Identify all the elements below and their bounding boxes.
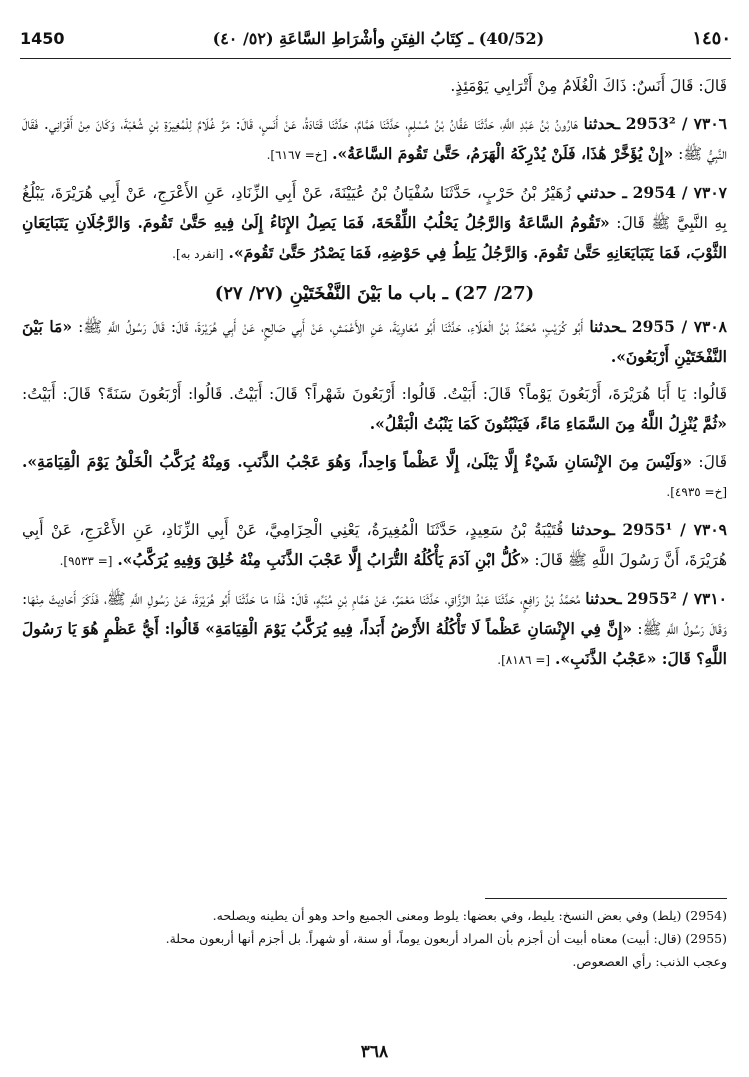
header-rule: [20, 58, 731, 59]
page-number-left: 1450: [20, 28, 65, 48]
text-paragraph: [22, 447, 727, 507]
page-header: [20, 18, 731, 58]
hadith-number: ٧٣٠٩ / 2955¹: [622, 520, 727, 539]
hadith-number: ٧٣٠٧ / 2954: [632, 183, 727, 202]
matn-text: «ثُمَّ يُنْزِلُ اللَّهُ مِنَ السَّمَاءِ مَاءً، فَيَنْبُتُونَ كَمَا يَنْبُتُ الْبَقْلُ».: [369, 414, 727, 433]
footnote: (2955) (قال: أبيت) معناه أبيت أن أجزم بأن المراد أربعون يوماً، أو سنة، أو شهراً. بل أجزم أنها أربعون محلة.: [165, 931, 727, 946]
cross-reference: [= ٩٥٣٣].: [59, 554, 113, 568]
footnote: (2954) (يلط) وفي بعض النسخ: يليط، وفي بعضها: يلوط ومعنى الجميع واحد وهو أن يطينه ويصلحه.: [212, 908, 727, 923]
isnad-text: أَبُو كُرَيْبٍ، مُحَمَّدُ بْنُ الْعَلَاءِ، حَدَّثَنَا أَبُو مُعَاوِيَةَ، عَنِ الأَعْمَشِ، عَنْ أَبِي صَالِحٍ، عَنْ أَبِي هُرَيْرَةَ، قَالَ: قَالَ رَسُولُ اللَّهِ ﷺ:: [78, 318, 584, 336]
hadith-paragraph: [22, 109, 727, 170]
cross-reference: [انفرد به].: [172, 247, 224, 261]
cross-reference: [خ= ٤٩٣٥].: [666, 485, 727, 499]
isnad-text: قُتَيْبَةُ بْنُ سَعِيدٍ، حَدَّثَنَا الْمُغِيرَةُ، يَعْنِي الْحِزَامِيَّ، عَنْ أَبِي الزِّنَادِ، عَنِ الأَعْرَجِ، عَنْ أَبِي هُرَيْرَةَ، أَنَّ رَسُولَ اللَّهِ ﷺ قَالَ:: [22, 521, 727, 569]
text-paragraph: [22, 72, 727, 101]
matn-text: «كُلُّ ابْنِ آدَمَ يَأْكُلُهُ التُّرَابُ إِلَّا عَجْبَ الذَّنَبِ مِنْهُ خُلِقَ وَفِيهِ يُرَكَّبُ».: [117, 550, 530, 569]
narration-label: ـحدثنا: [589, 317, 626, 336]
isnad-text: هَارُونُ بْنُ عَبْدِ اللَّهِ، حَدَّثَنَا عَفَّانُ بْنُ مُسْلِمٍ، حَدَّثَنَا هَمَّامٌ، حَدَّثَنَا قَتَادَةُ، عَنْ أَنَسٍ، قَالَ: مَرَّ غُلَامٌ لِلْمُغِيرَةِ بْنِ شُعْبَةَ، وَكَانَ مِنْ أَقْرَانِي. فَقَالَ النَّبِيُّ ﷺ:: [22, 115, 727, 163]
hadith-paragraph: [22, 584, 727, 675]
hadith-number: ٧٣٠٨ / 2955: [631, 317, 727, 336]
isnad-text: مُحَمَّدُ بْنُ رَافِعٍ، حَدَّثَنَا عَبْدُ الرَّزَّاقِ، حَدَّثَنَا مَعْمَرٌ، عَنْ هَمَّامِ بْنِ مُنَبِّهٍ، قَالَ: هَٰذَا مَا حَدَّثَنَا أَبُو هُرَيْرَةَ، عَنْ رَسُولِ اللَّهِ ﷺ، فَذَكَرَ أَحَادِيثَ مِنْهَا: وَقَالَ رَسُولُ اللَّهِ ﷺ:: [22, 590, 727, 638]
chapter-heading: (27/ 27) ـ باب ما بَيْنَ النَّفْخَتَيْنِ (٢٧/ ٢٧): [214, 283, 535, 304]
narration-label: ـحدثنا: [585, 589, 622, 608]
paragraph-text: قَالَ:: [698, 453, 727, 471]
paragraph-text: قَالُوا: يَا أَبَا هُرَيْرَةَ، أَرْبَعُونَ يَوْماً؟ قَالَ: أَبَيْتُ. قَالُوا: أَرْبَعُونَ شَهْراً؟ قَالَ: أَبَيْتُ. قَالُوا: أَرْبَعُونَ سَنَةً؟ قَالَ: أَبَيْتُ:: [22, 385, 727, 403]
narration-label: ـحدثنا: [583, 114, 621, 133]
text-paragraph: [22, 380, 727, 439]
isnad-text: زُهَيْرُ بْنُ حَرْبٍ، حَدَّثَنَا سُفْيَانُ بْنُ عُيَيْنَةَ، عَنْ أَبِي الزِّنَادِ، عَنِ الأَعْرَجِ، عَنْ أَبِي هُرَيْرَةَ، يَبْلُغُ بِهِ النَّبِيَّ ﷺ قَالَ:: [22, 184, 727, 232]
hadith-number: ٧٣١٠ / 2955²: [626, 589, 727, 608]
matn-text: «مَا بَيْنَ النَّفْخَتَيْنِ أَرْبَعُونَ».: [22, 317, 727, 366]
cross-reference: [خ= ٦١٦٧].: [266, 148, 328, 162]
paragraph-text: قَالَ: قَالَ أَنَسٌ: ذَاكَ الْغُلَامُ مِنْ أَتْرَابِي يَوْمَئِذٍ.: [450, 77, 727, 95]
running-title: (40/52) ـ كِتَابُ الفِتَنِ وأشْرَاطِ السَّاعَةِ (٥٢/ ٤٠): [212, 28, 545, 48]
hadith-number: ٧٣٠٦ / 2953²: [625, 114, 727, 133]
matn-text: «تَقُومُ السَّاعَةُ وَالرَّجُلُ يَحْلُبُ اللِّقْحَةَ، فَمَا يَصِلُ الإِنَاءُ إِلَىٰ فِيهِ حَتَّىٰ تَقُومَ. وَالرَّجُلَانِ يَتَبَايَعَانِ الثَّوْبَ، فَمَا يَتَبَايَعَانِهِ حَتَّىٰ تَقُومَ. وَالرَّجُلُ يَلِطُ فِي حَوْضِهِ، فَمَا يَصْدُرُ حَتَّىٰ تَقُومَ».: [22, 213, 727, 262]
footnotes: [22, 904, 727, 973]
matn-text: «إِنَّ فِي الإِنْسَانِ عَظْماً لَا تَأْكُلُهُ الأَرْضُ أَبَداً، فِيهِ يُرَكَّبُ يَوْمَ الْقِيَامَةِ» قَالُوا: أَيُّ عَظْمٍ هُوَ يَا رَسُولَ اللَّهِ؟ قَالَ: «عَجْبُ الذَّنَبِ».: [22, 619, 727, 668]
cross-reference: [= ٨١٨٦].: [497, 653, 551, 667]
hadith-paragraph: [22, 515, 727, 576]
matn-text: «إِنْ يُؤَخَّرْ هَٰذَا، فَلَنْ يُدْرِكَهُ الْهَرَمُ، حَتَّىٰ تَقُومَ السَّاعَةُ».: [332, 144, 674, 163]
matn-text: «وَلَيْسَ مِنَ الإِنْسَانِ شَيْءٌ إِلَّا يَبْلَىٰ، إِلَّا عَظْماً وَاحِداً، وَهُوَ عَجْبُ الذَّنَبِ. وَمِنْهُ يُرَكَّبُ الْخَلْقُ يَوْمَ الْقِيَامَةِ».: [22, 452, 693, 471]
narration-label: ـوحدثنا: [570, 520, 615, 539]
page-number-bottom: ٣٦٨: [360, 1042, 389, 1062]
hadith-paragraph: [22, 312, 727, 372]
narration-label: ـ حدثني: [576, 183, 627, 202]
main-text: [22, 72, 727, 683]
footnote: وعجب الذنب: رأي العصعوص.: [572, 954, 727, 969]
page-number-right: ١٤٥٠: [692, 27, 731, 49]
footnote-rule: [485, 898, 727, 899]
hadith-paragraph: [22, 178, 727, 269]
